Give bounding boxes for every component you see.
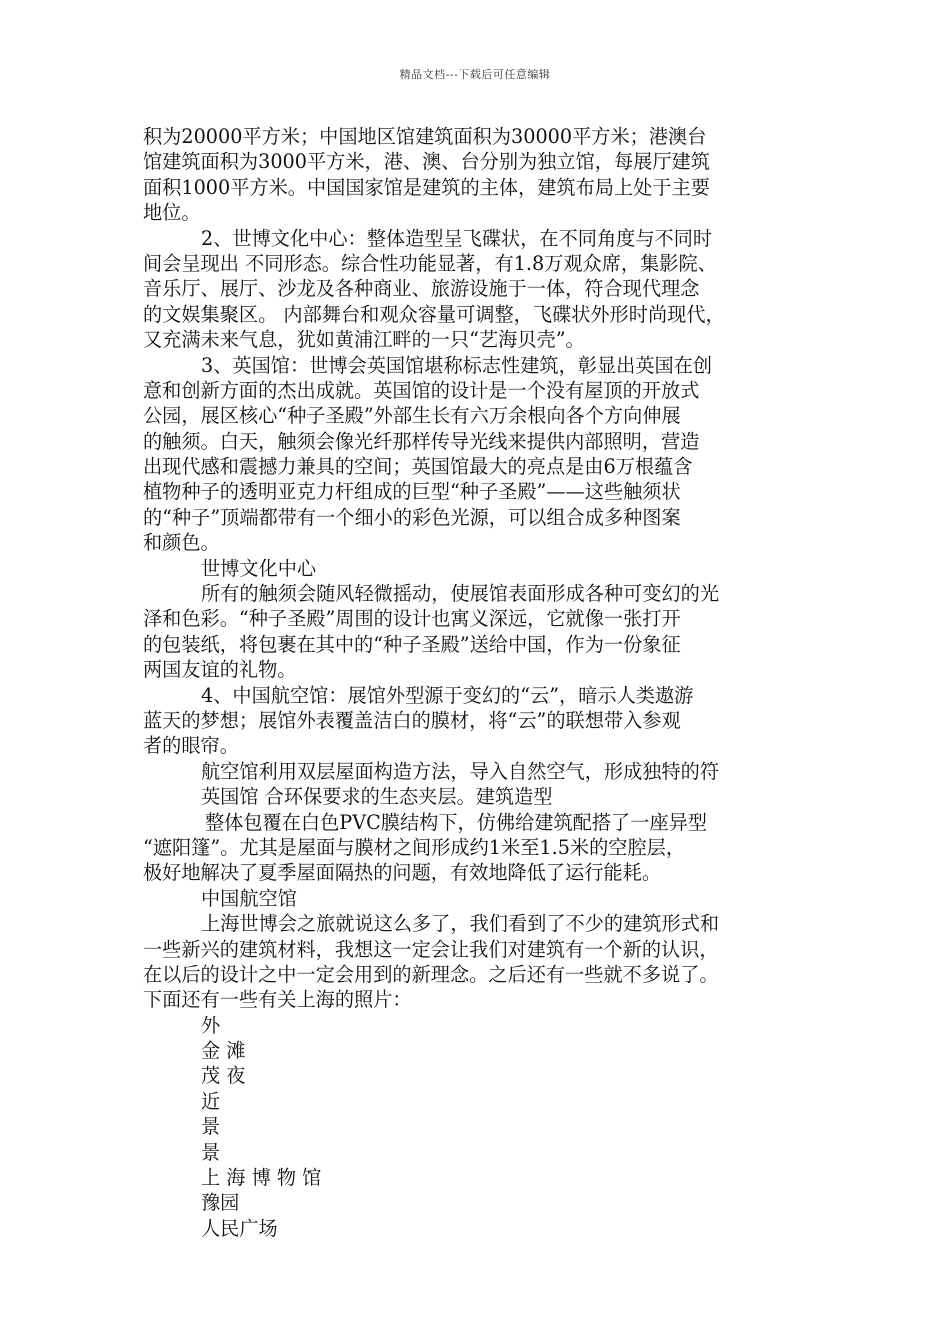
text-line: 茂 夜 bbox=[201, 1064, 246, 1088]
document-body bbox=[143, 124, 823, 1241]
text-line: 整体包覆在白色PVC膜结构下，仿佛给建筑配搭了一座异型 bbox=[205, 810, 707, 834]
text-line: 世博文化中心 bbox=[201, 556, 317, 580]
text-line: 植物种子的透明亚克力杆组成的巨型“种子圣殿”——这些触须状 bbox=[143, 480, 681, 504]
text-line: 英国馆 合环保要求的生态夹层。建筑造型 bbox=[201, 785, 553, 809]
text-line: 上 海 博 物 馆 bbox=[201, 1166, 322, 1190]
text-line: 的文娱集聚区。 内部舞台和观众容量可调整，飞碟状外形时尚现代， bbox=[143, 302, 725, 326]
text-line: 又充满未来气息，犹如黄浦江畔的一只“艺海贝壳”。 bbox=[143, 328, 585, 352]
text-line: 出现代感和震撼力兼具的空间；英国馆最大的亮点是由6万根蕴含 bbox=[143, 455, 693, 479]
text-line: “遮阳篷”。尤其是屋面与膜材之间形成约1米至1.5米的空腔层， bbox=[143, 835, 686, 859]
text-line: 近 bbox=[201, 1089, 221, 1113]
text-line: 3、英国馆：世博会英国馆堪称标志性建筑，彰显出英国在创 bbox=[201, 353, 713, 377]
text-line: 积为20000平方米；中国地区馆建筑面积为30000平方米；港澳台 bbox=[143, 125, 707, 148]
text-line: 在以后的设计之中一定会用到的新理念。之后还有一些就不多说了。 bbox=[143, 962, 719, 986]
text-line: 的“种子”顶端都带有一个细小的彩色光源，可以组合成多种图案 bbox=[143, 505, 681, 529]
text-line: 蓝天的梦想；展馆外表覆盖洁白的膜材，将“云”的联想带入参观 bbox=[143, 708, 681, 732]
text-line: 泽和色彩。“种子圣殿”周围的设计也寓义深远，它就像一张打开 bbox=[143, 607, 681, 631]
text-line: 下面还有一些有关上海的照片： bbox=[143, 988, 412, 1012]
text-line: 豫园 bbox=[201, 1191, 240, 1215]
text-line: 2、世博文化中心：整体造型呈飞碟状，在不同角度与不同时 bbox=[201, 226, 713, 250]
text-line: 4、中国航空馆：展馆外型源于变幻的“云”，暗示人类遨游 bbox=[201, 683, 694, 707]
text-line: 间会呈现出 不同形态。综合性功能显著，有1.8万观众席，集影院、 bbox=[143, 251, 717, 275]
text-line: 的触须。白天，触须会像光纤那样传导光线来提供内部照明，营造 bbox=[143, 429, 700, 453]
text-line: 公园，展区核心“种子圣殿”外部生长有六万余根向各个方向伸展 bbox=[143, 404, 681, 428]
text-line: 一些新兴的建筑材料，我想这一定会让我们对建筑有一个新的认识， bbox=[143, 937, 719, 961]
text-line: 金 滩 bbox=[201, 1039, 246, 1063]
text-line: 地位。 bbox=[143, 201, 201, 225]
text-line: 人民广场 bbox=[201, 1216, 278, 1240]
text-line: 景 bbox=[201, 1115, 221, 1139]
page-header: 精品文档---下载后可任意编辑 bbox=[399, 68, 551, 81]
text-line: 中国航空馆 bbox=[201, 886, 297, 910]
text-line: 所有的触须会随风轻微摇动，使展馆表面形成各种可变幻的光 bbox=[201, 582, 720, 606]
text-line: 两国友谊的礼物。 bbox=[143, 658, 297, 682]
text-line: 航空馆利用双层屋面构造方法，导入自然空气，形成独特的符 bbox=[201, 759, 720, 783]
text-line: 馆建筑面积为3000平方米，港、澳、台分别为独立馆，每展厅建筑 bbox=[143, 150, 710, 174]
text-line: 者的眼帘。 bbox=[143, 734, 239, 758]
text-line: 外 bbox=[201, 1013, 221, 1037]
text-line: 面积1000平方米。中国国家馆是建筑的主体，建筑布局上处于主要 bbox=[143, 175, 710, 199]
text-line: 音乐厅、展厅、沙龙及各种商业、旅游设施于一体，符合现代理念 bbox=[143, 277, 700, 301]
text-line: 上海世博会之旅就说这么多了，我们看到了不少的建筑形式和 bbox=[201, 912, 720, 936]
text-line: 和颜色。 bbox=[143, 531, 220, 555]
text-line: 的包装纸，将包裹在其中的“种子圣殿”送给中国，作为一份象征 bbox=[143, 632, 681, 656]
text-line: 景 bbox=[201, 1140, 221, 1164]
text-line: 极好地解决了夏季屋面隔热的问题，有效地降低了运行能耗。 bbox=[143, 861, 662, 885]
text-line: 意和创新方面的杰出成就。英国馆的设计是一个没有屋顶的开放式 bbox=[143, 378, 700, 402]
